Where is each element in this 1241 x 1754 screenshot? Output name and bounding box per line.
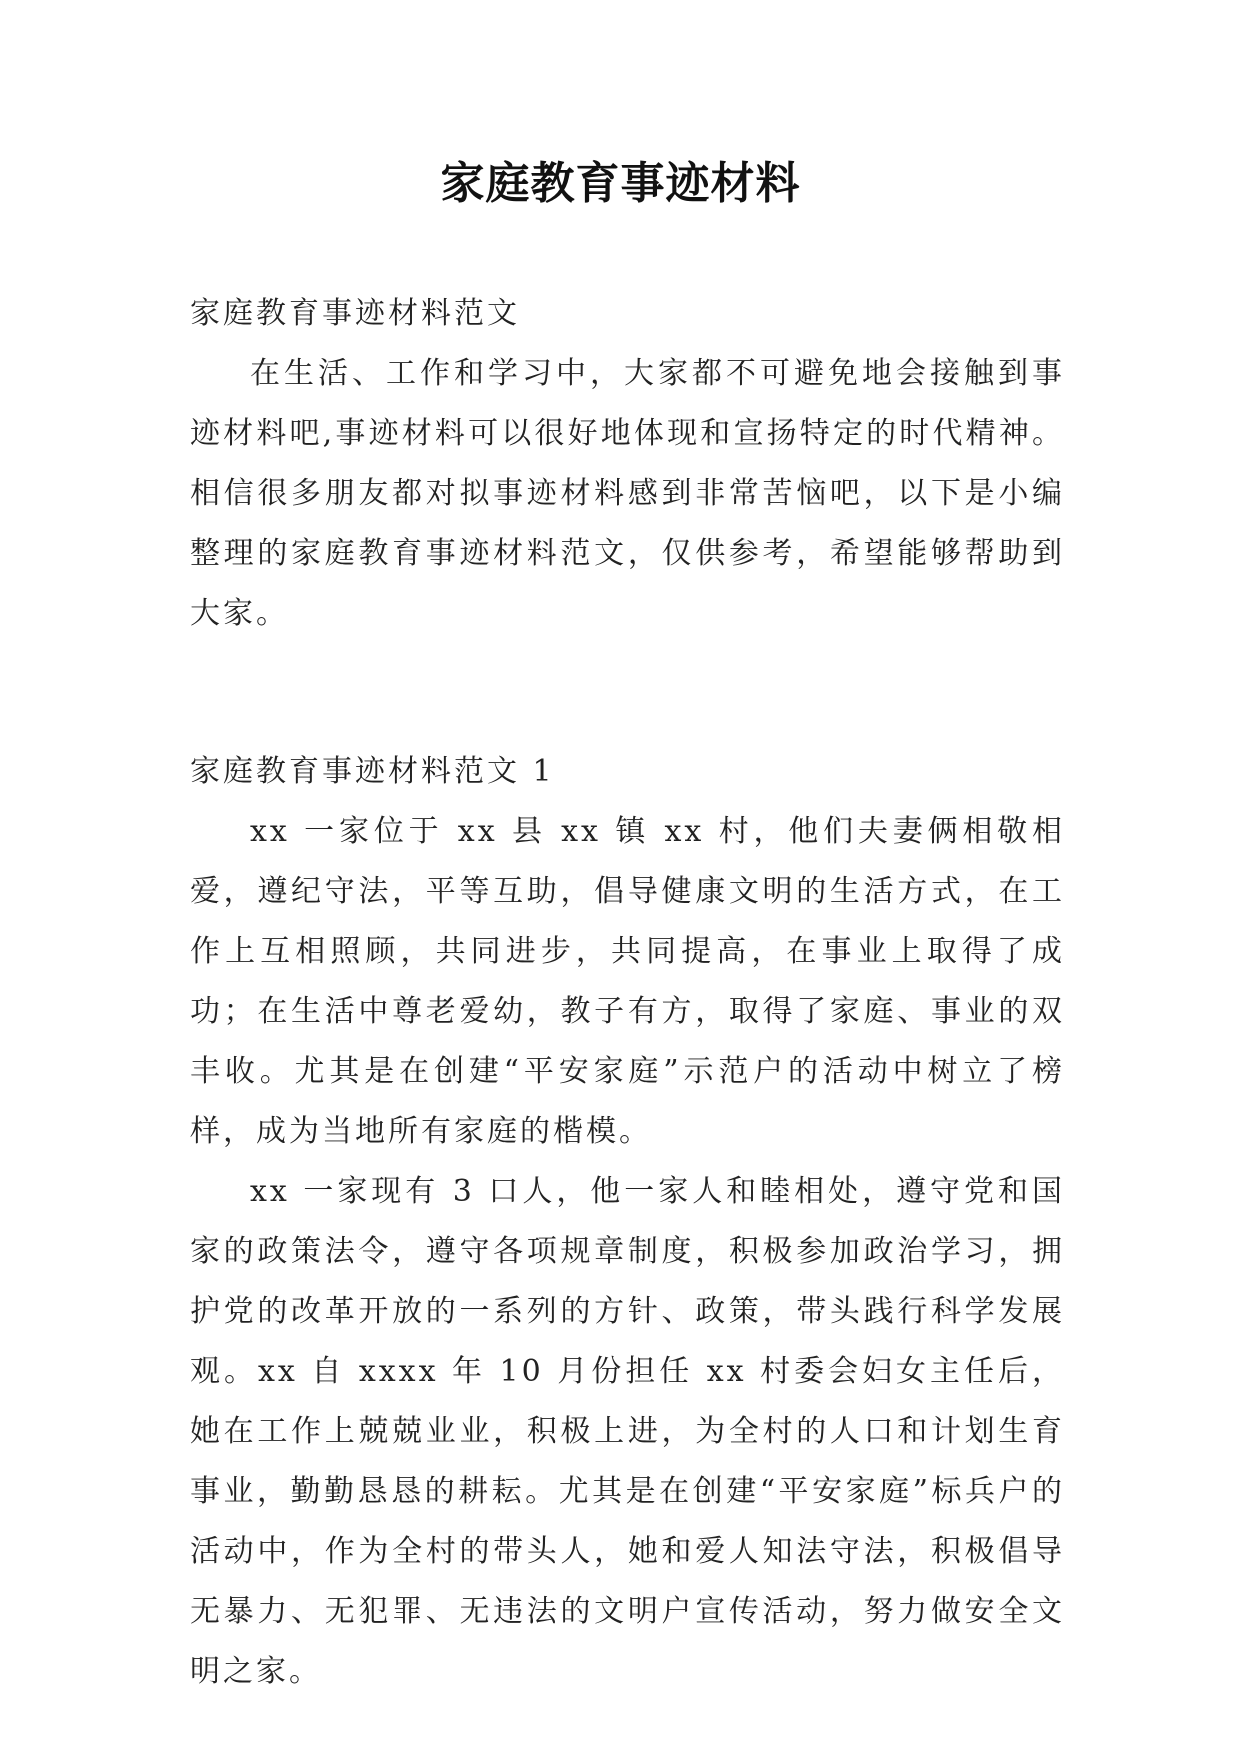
section1-paragraph-2: xx 一家现有 3 口人，他一家人和睦相处，遵守党和国家的政策法令，遵守各项规章制度，积极参加政治学习，拥护党的改革开放的一系列的方针、政策，带头践行科学发展观。xx 自 xxxx 年 10 月份担任 xx 村委会妇女主任后，她在工作上兢兢业业，积极上进，为全村的人口和计划生育事业，勤勤恳恳的耕耘。尤其是在创建“平安家庭”标兵户的活动中，作为全村的带头人，她和爱人知法守法，积极倡导无暴力、无犯罪、无违法的文明户宣传活动，努力做安全文明之家。 (190, 1174, 1065, 1689)
section1-heading: 家庭教育事迹材料范文 1 (190, 754, 555, 789)
section1-paragraph-1: xx 一家位于 xx 县 xx 镇 xx 村，他们夫妻俩相敬相爱，遵纪守法，平等互助，倡导健康文明的生活方式，在工作上互相照顾，共同进步，共同提高，在事业上取得了成功；在生活中尊老爱幼，教子有方，取得了家庭、事业的双丰收。尤其是在创建“平安家庭”示范户的活动中树立了榜样，成为当地所有家庭的楷模。 (190, 814, 1065, 1149)
document-body (190, 284, 1065, 1702)
intro-paragraph: 在生活、工作和学习中，大家都不可避免地会接触到事迹材料吧,事迹材料可以很好地体现和宣扬特定的时代精神。相信很多朋友都对拟事迹材料感到非常苦恼吧，以下是小编整理的家庭教育事迹材料范文，仅供参考，希望能够帮助到大家。 (190, 356, 1065, 631)
section-spacer (190, 644, 1065, 742)
intro-heading: 家庭教育事迹材料范文 (190, 296, 520, 331)
document-title: 家庭教育事迹材料 (440, 158, 801, 209)
